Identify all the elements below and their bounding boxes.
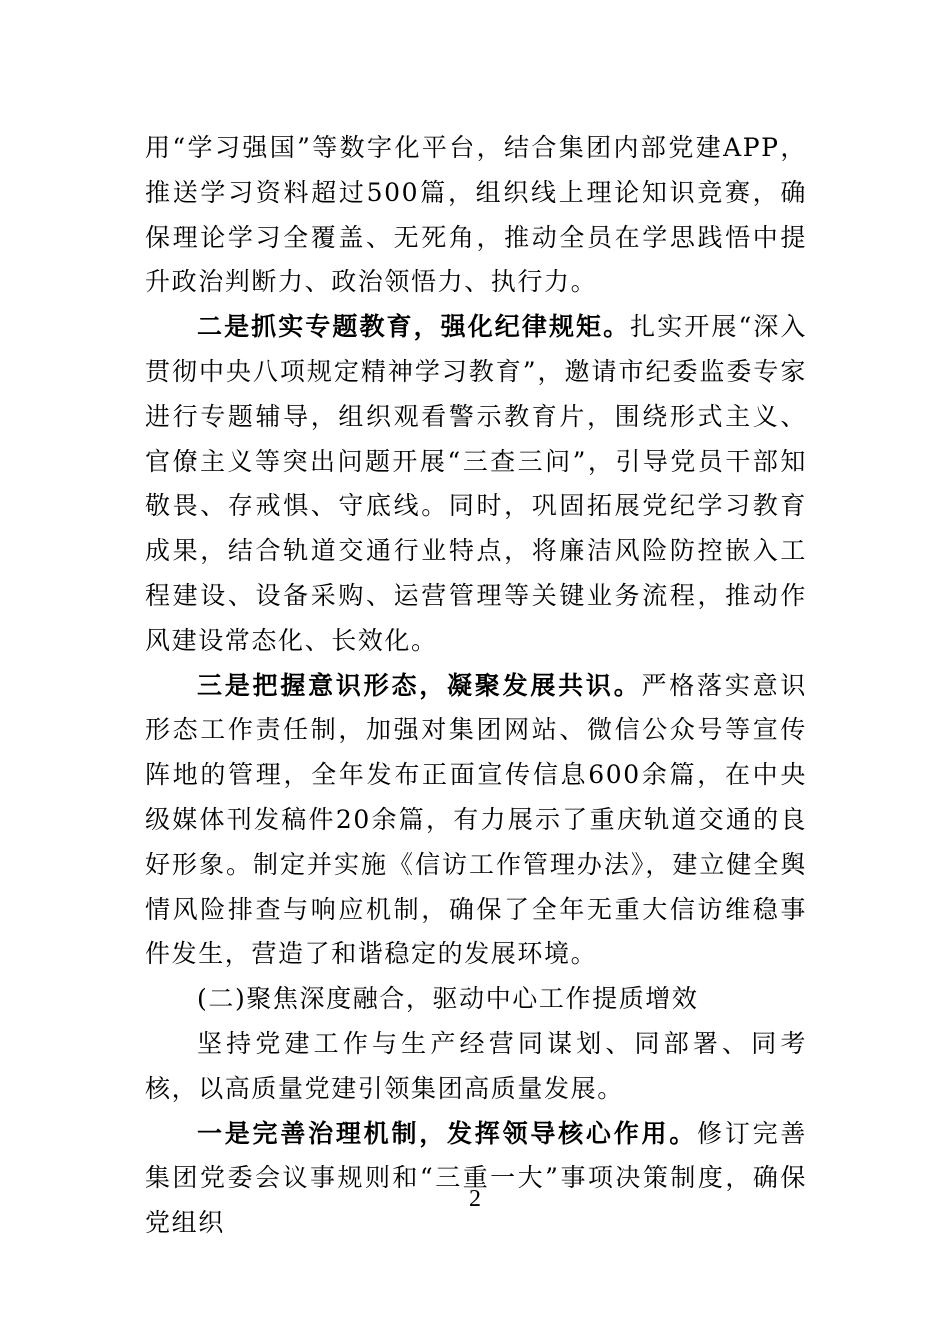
page-number: 2 bbox=[469, 1186, 481, 1212]
paragraph-topic-governance bbox=[145, 1112, 807, 1246]
paragraph-lead: 三是把握意识形态，凝聚发展共识。 bbox=[197, 670, 642, 700]
section-heading bbox=[145, 977, 807, 1022]
paragraph-lead: 一是完善治理机制，发挥领导核心作用。 bbox=[197, 1118, 698, 1148]
section-heading-text: (二)聚焦深度融合，驱动中心工作提质增效 bbox=[197, 984, 699, 1014]
paragraph-continued bbox=[145, 126, 807, 305]
paragraph-text: 修订完善集团党委会议事规则和“三重一大”事项决策制度，确保党组织 bbox=[145, 1118, 807, 1238]
paragraph-text: 用“学习强国”等数字化平台，结合集团内部党建APP，推送学习资料超过500篇，组织线上理论知识竞赛，确保理论学习全覆盖、无死角，推动全员在学思践悟中提升政治判断力、政治领悟力、执行力。 bbox=[145, 133, 807, 297]
body-text bbox=[145, 126, 807, 1246]
paragraph-intro bbox=[145, 1022, 807, 1112]
paragraph-topic-ideology bbox=[145, 664, 807, 978]
paragraph-lead: 二是抓实专题教育，强化纪律规矩。 bbox=[197, 312, 631, 342]
paragraph-text: 扎实开展“深入贯彻中央八项规定精神学习教育”，邀请市纪委监委专家进行专题辅导，组织观看警示教育片，围绕形式主义、官僚主义等突出问题开展“三查三问”，引导党员干部知敬畏、存戒惧、守底线。同时，巩固拓展党纪学习教育成果，结合轨道交通行业特点，将廉洁风险防控嵌入工程建设、设备采购、运营管理等关键业务流程，推动作风建设常态化、长效化。 bbox=[145, 312, 807, 655]
paragraph-topic-discipline bbox=[145, 305, 807, 663]
paragraph-text: 坚持党建工作与生产经营同谋划、同部署、同考核，以高质量党建引领集团高质量发展。 bbox=[145, 1028, 807, 1103]
paragraph-text: 严格落实意识形态工作责任制，加强对集团网站、微信公众号等宣传阵地的管理，全年发布正面宣传信息600余篇，在中央级媒体刊发稿件20余篇，有力展示了重庆轨道交通的良好形象。制定并实施《信访工作管理办法》，建立健全舆情风险排查与响应机制，确保了全年无重大信访维稳事件发生，营造了和谐稳定的发展环境。 bbox=[145, 670, 807, 969]
